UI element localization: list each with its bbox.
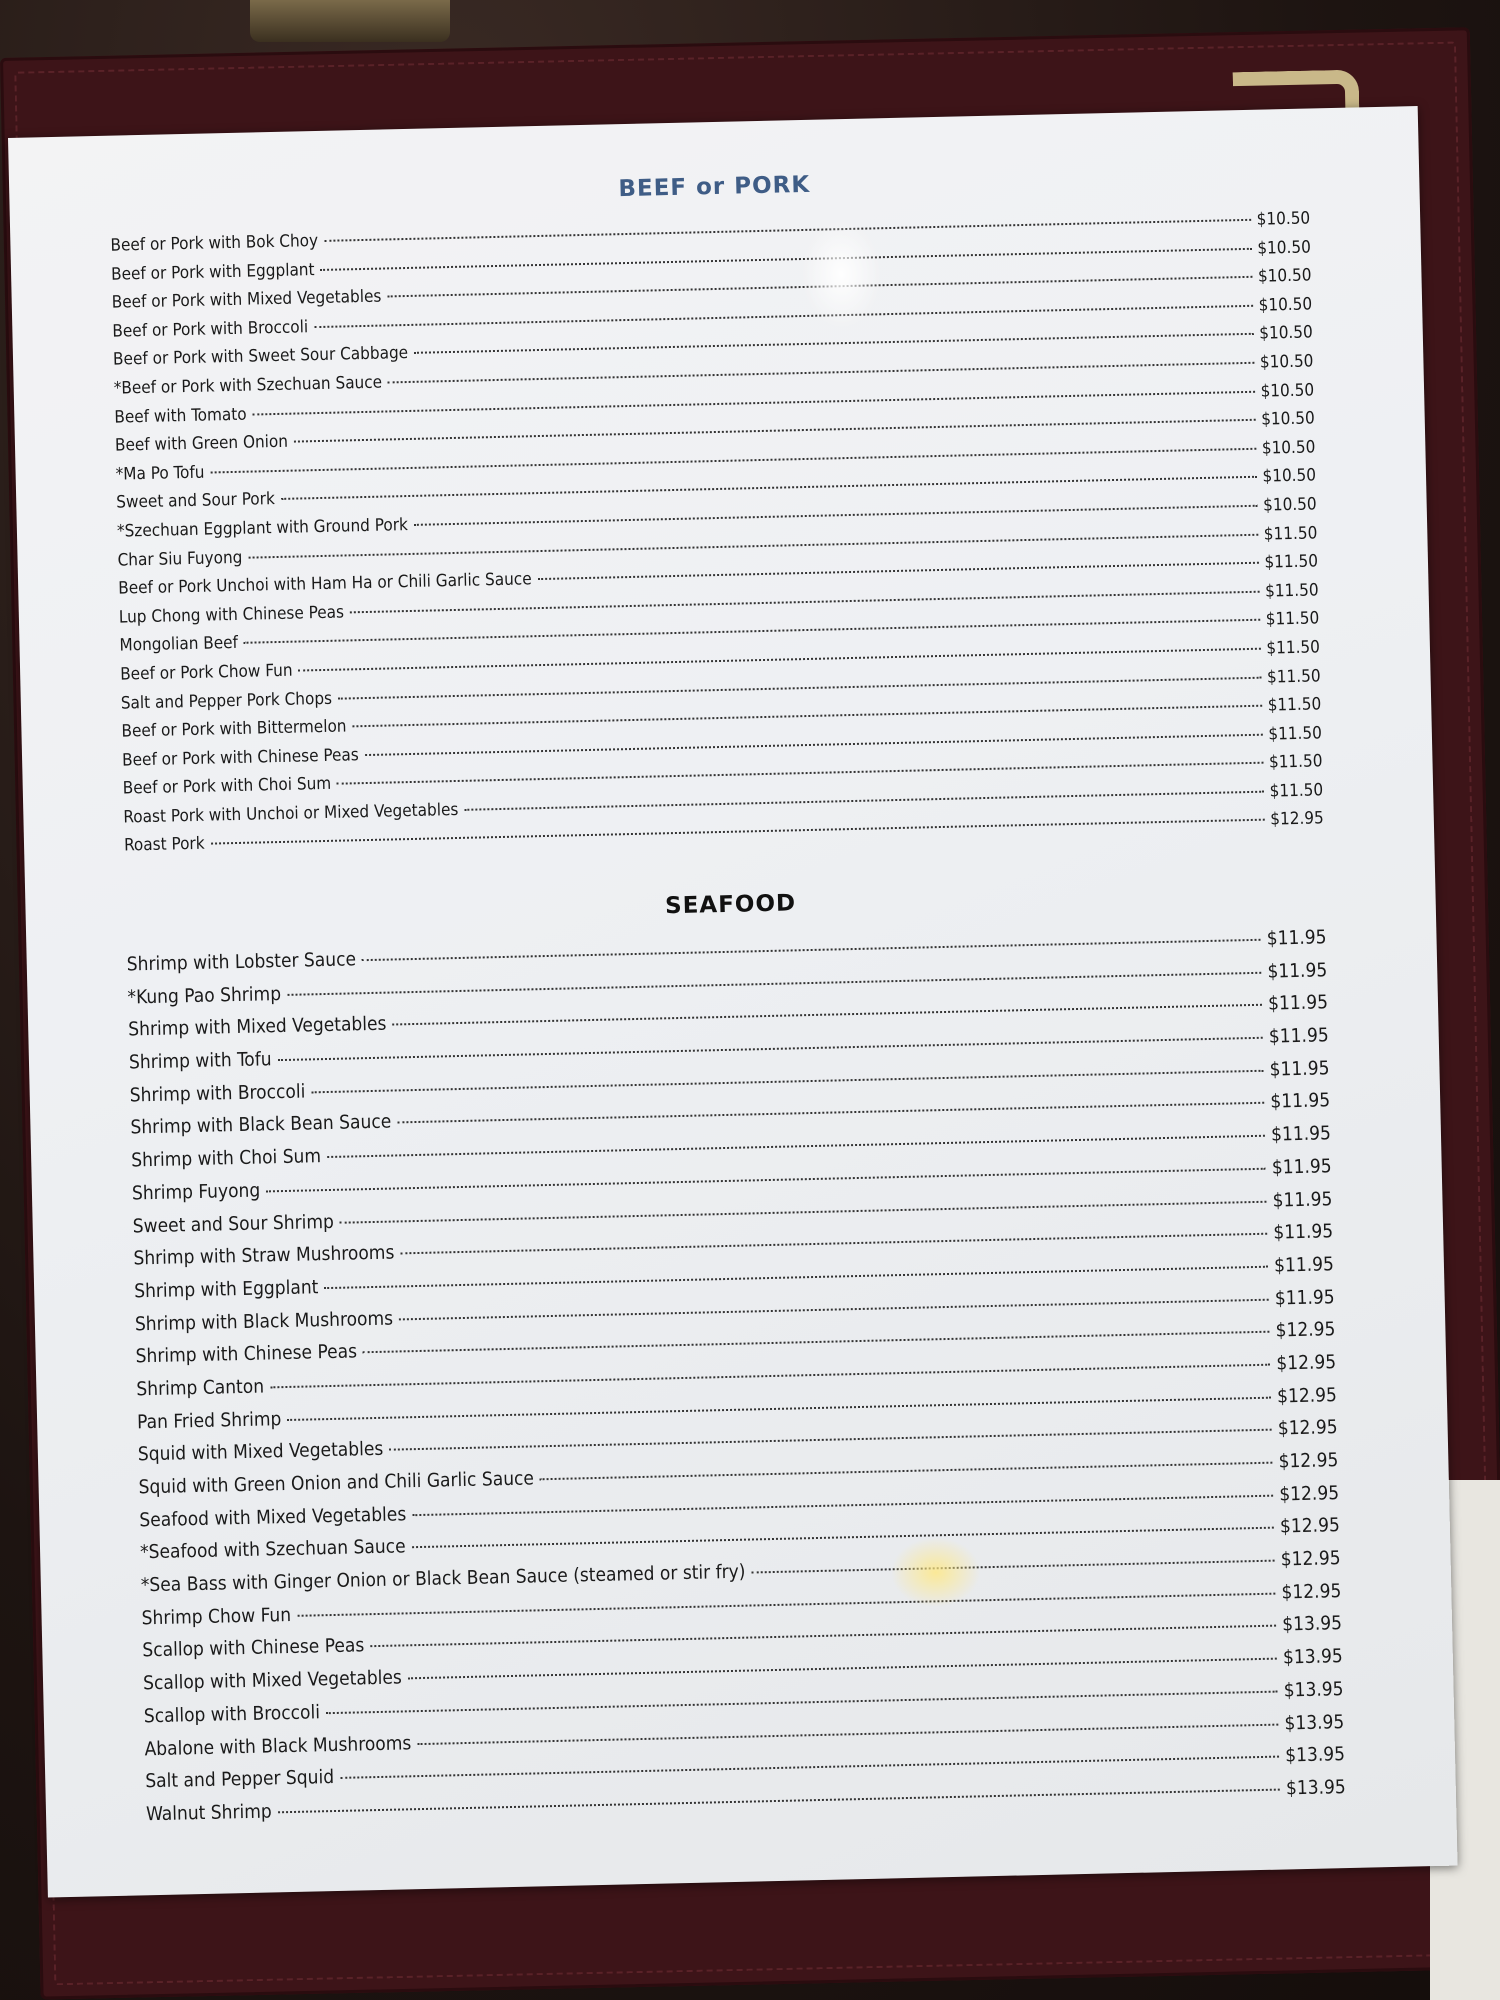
menu-item-price: $10.50 [1258,294,1313,316]
menu-item-name: Shrimp Fuyong [131,1179,261,1205]
menu-item-name: Beef with Green Onion [114,431,289,456]
menu-item-name: *Sea Bass with Ginger Onion or Black Bean Sauce (steamed or stir fry) [140,1560,746,1597]
beef-or-pork-list [110,208,1324,864]
menu-item-price: $12.95 [1270,808,1325,831]
menu-item-name: Char Siu Fuyong [117,547,243,571]
menu-item-price: $11.50 [1269,780,1324,802]
menu-item-price: $13.95 [1284,1710,1345,1734]
menu-item-name: Pan Fried Shrimp [136,1407,282,1434]
menu-item-name: *Seafood with Szechuan Sauce [139,1535,406,1564]
menu-item-price: $11.95 [1267,958,1328,983]
menu-item-price: $11.50 [1265,608,1320,630]
menu-item-name: Shrimp Canton [136,1375,265,1401]
dot-leader [362,939,1261,961]
menu-item-price: $11.95 [1269,1057,1330,1081]
menu-item-price: $11.50 [1266,665,1321,688]
menu-item-price: $10.50 [1262,465,1317,487]
menu-item-price: $11.95 [1271,1155,1332,1179]
menu-item-price: $10.50 [1259,322,1313,345]
menu-item-price: $10.50 [1257,237,1312,259]
menu-item-price: $11.95 [1273,1253,1335,1277]
menu-item-name: Shrimp with Mixed Vegetables [128,1013,387,1041]
menu-item-price: $11.50 [1266,637,1321,659]
menu-item-name: Mongolian Beef [119,633,239,656]
menu-item-price: $11.95 [1270,1122,1332,1146]
menu-item-name: Shrimp with Broccoli [129,1080,306,1107]
menu-item-name: Shrimp with Straw Mushrooms [133,1241,395,1270]
menu-item-price: $10.50 [1261,437,1316,459]
menu-item-name: Salt and Pepper Pork Chops [120,688,333,714]
menu-item-name: Scallop with Mixed Vegetables [142,1666,403,1695]
menu-item-name: Shrimp with Black Mushrooms [134,1307,394,1335]
section-title-seafood: SEAFOOD [664,890,797,920]
menu-item-name: Walnut Shrimp [145,1800,272,1826]
menu-item-name: *Ma Po Tofu [115,462,205,485]
menu-item-name: *Beef or Pork with Szechuan Sauce [113,372,383,399]
menu-item-name: Sweet and Sour Shrimp [132,1210,335,1237]
menu-page [8,106,1458,1898]
menu-item-name: Beef or Pork with Sweet Sour Cabbage [112,343,409,371]
menu-item-price: $11.50 [1268,723,1323,745]
menu-item-price: $12.95 [1275,1318,1336,1342]
menu-item-name: Shrimp with Chinese Peas [135,1340,358,1368]
menu-item-name: Scallop with Chinese Peas [142,1634,365,1662]
menu-item-price: $10.50 [1260,408,1315,430]
menu-item-name: Beef or Pork with Bok Choy [110,230,319,256]
menu-item-price: $12.95 [1279,1514,1341,1538]
menu-item-name: Shrimp with Lobster Sauce [126,948,357,976]
menu-item-price: $10.50 [1260,379,1315,402]
menu-item-name: Shrimp with Tofu [128,1048,272,1074]
menu-item-price: $11.95 [1268,1024,1329,1048]
menu-item-name: Lup Chong with Chinese Peas [118,602,345,628]
menu-item-name: Shrimp with Eggplant [133,1276,319,1303]
menu-item-price: $13.95 [1283,1677,1344,1702]
menu-item-name: Sweet and Sour Pork [116,489,276,513]
menu-item-price: $11.50 [1263,522,1318,545]
menu-item-price: $12.95 [1277,1416,1338,1440]
menu-item-price: $11.95 [1274,1285,1335,1310]
menu-item-price: $11.95 [1272,1187,1333,1212]
menu-item-price: $11.50 [1268,751,1323,773]
menu-item-name: Beef or Pork with Choi Sum [122,774,332,799]
menu-item-price: $12.95 [1276,1351,1337,1375]
menu-item-price: $11.95 [1267,991,1329,1016]
menu-item-price: $10.50 [1256,208,1311,230]
menu-item-price: $12.95 [1281,1579,1342,1604]
menu-item-name: Beef or Pork Chow Fun [119,660,293,685]
menu-item-price: $11.50 [1267,694,1322,716]
menu-item-name: Beef with Tomato [114,404,247,428]
menu-item-price: $12.95 [1279,1481,1340,1506]
menu-item-price: $13.95 [1284,1743,1346,1767]
menu-item-price: $11.95 [1270,1089,1331,1114]
menu-item-name: Beef or Pork with Eggplant [110,259,315,285]
section-title-beef-or-pork: BEEF or PORK [618,171,811,203]
dot-leader [540,1462,1273,1481]
menu-item-name: Beef or Pork with Chinese Peas [121,744,359,771]
menu-item-price: $11.95 [1266,926,1327,950]
menu-clip [250,0,450,42]
menu-item-price: $10.50 [1262,494,1317,516]
menu-item-name: Shrimp with Black Bean Sauce [130,1110,392,1139]
menu-item-name: Beef or Pork Unchoi with Ham Ha or Chili Garlic Sauce [118,569,532,599]
menu-item-price: $12.95 [1278,1449,1339,1473]
menu-item-name: *Szechuan Eggplant with Ground Pork [116,514,409,542]
menu-item-price: $10.50 [1257,265,1312,287]
menu-item-name: *Kung Pao Shrimp [127,982,282,1009]
menu-item-name: Salt and Pepper Squid [145,1766,335,1793]
menu-item-price: $13.95 [1282,1645,1344,1669]
menu-item-price: $11.50 [1264,580,1319,602]
menu-item-name: Shrimp with Choi Sum [130,1145,322,1172]
menu-item-name: Squid with Mixed Vegetables [137,1438,384,1466]
dot-leader [751,1560,1274,1574]
menu-item-name: Beef or Pork with Bittermelon [121,716,347,742]
menu-item-price: $12.95 [1280,1547,1341,1571]
menu-item-name: Beef or Pork with Broccoli [112,317,309,342]
menu-item-name: Shrimp Chow Fun [141,1603,292,1630]
menu-item-name: Abalone with Black Mushrooms [144,1731,412,1760]
menu-item-price: $10.50 [1259,351,1314,373]
menu-item-name: Seafood with Mixed Vegetables [139,1503,407,1532]
menu-item-name: Squid with Green Onion and Chili Garlic Sauce [138,1467,535,1499]
menu-item-price: $11.95 [1273,1220,1334,1244]
menu-item-price: $11.50 [1264,551,1319,573]
menu-item-price: $13.95 [1285,1775,1347,1800]
seafood-list [127,926,1347,1836]
menu-item-price: $12.95 [1276,1383,1338,1408]
menu-item-name: Beef or Pork with Mixed Vegetables [111,286,382,313]
dot-leader [324,219,1251,242]
menu-item-name: Roast Pork with Unchoi or Mixed Vegetables [123,799,459,828]
menu-item-name: Roast Pork [123,834,205,857]
menu-item-price: $13.95 [1282,1612,1343,1636]
menu-item-name: Scallop with Broccoli [143,1701,321,1728]
